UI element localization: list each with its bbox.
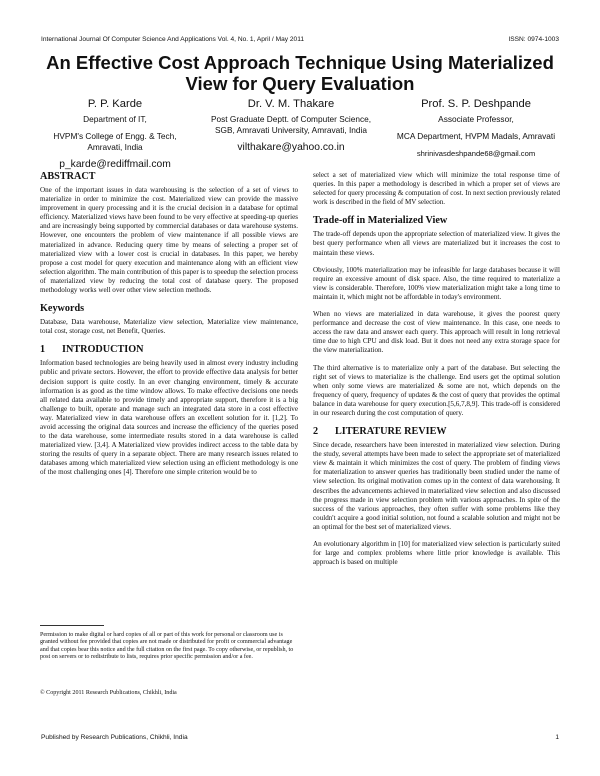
tradeoff-heading: Trade-off in Materialized View (313, 215, 448, 227)
author-affiliation: MCA Department, HVPM Madals, Amravati (396, 131, 556, 141)
author-email[interactable]: shrinivasdeshpande68@gmail.com (416, 149, 536, 158)
tradeoff-paragraph: The third alternative is to materialize only a part of the database. But selecting the right set of views to materialize is the challenge. End users get the optimal solution when only some views are materialized & some are not, which depends on the frequency of query, frequency of updates & the cost of query that provides the optimal balance in data warehouse for query execution.[5,6,7,8,9]. This trade-off is considered in our research during the cost computation of query. (313, 363, 560, 417)
author-email[interactable]: vilthakare@yahoo.co.in (237, 142, 345, 153)
literature-paragraph: An evolutionary algorithm in [10] for materialized view selection is particularly suited for large and complex problems where little prior knowledge is available. This approach is based on multiple (313, 540, 560, 567)
copyright-notice: © Copyright 2011 Research Publications, Chikhli, India (40, 690, 177, 696)
paper-title: An Effective Cost Approach Technique Using Materialized View for Query Evaluation (46, 52, 554, 94)
author-2 (209, 97, 374, 170)
literature-paragraph: Since decade, researchers have been interested in materialized view selection. During the study, several attempts have been made to select the appropriate set of materialized view & maintain it which minimizes the cost of query. The problem of finding views for materialization to answer queries has traditionally been studied under the name of view selection. Its original motivation comes up in the context of data warehousing. It describes the advancements achieved in materialized view selection and also discussed the progress made in view selection problem with various approaches. In spite of the success of the various approaches, they often suffer with some problems like they couldn't acquire a good initial solution, not found a scalable solution and might not be an optimal for the best set of materialized views. (313, 441, 560, 531)
left-column (40, 171, 298, 486)
author-3 (392, 97, 560, 170)
permission-notice: Permission to make digital or hard copies of all or part of this work for personal or classroom use is granted without fee provided that copies are not made or distributed for profit or commercial advantage and that copies bear this notice and the full citation on the first page. To copy otherwise, or republish, to post on servers or to redistribute to lists, requires prior specific permission and/or a fee. (40, 632, 294, 661)
author-affiliation: Associate Professor, (438, 114, 514, 124)
literature-heading (313, 426, 560, 438)
author-1 (40, 97, 190, 170)
page-footer (41, 734, 559, 741)
publisher-line: Published by Research Publications, Chikhli, India (41, 734, 188, 741)
intro-continuation: select a set of materialized view which will minimize the total response time of queries. In this paper a methodology is described in which a proper set of views are selected for query processing & computation of cost. In next section previously related work is described in the field of MV selection. (313, 171, 560, 207)
section-title: INTRODUCTION (62, 344, 144, 356)
author-block (40, 97, 560, 170)
abstract-heading: ABSTRACT (40, 171, 96, 182)
keywords-heading: Keywords (40, 303, 85, 315)
journal-name: International Journal Of Computer Science And Applications Vol. 4, No. 1, April / May 2011 (41, 36, 305, 43)
author-name: Prof. S. P. Deshpande (421, 98, 531, 110)
issn: ISSN: 0974-1003 (508, 36, 559, 43)
section-title: LITERATURE REVIEW (335, 426, 447, 438)
section-number: 1 (40, 344, 46, 356)
tradeoff-paragraph: When no views are materialized in data warehouse, it gives the poorest query performance and decrease the cost of view maintenance. In this case, one needs to access the raw data and answer each query. This approach will result in long retrieval time due to high CPU and disk load. But it does not need any extra storage space for the view materialization. (313, 310, 560, 355)
running-header (41, 36, 559, 43)
author-name: Dr. V. M. Thakare (247, 98, 335, 110)
author-name: P. P. Karde (87, 98, 143, 110)
author-affiliation: Post Graduate Deptt. of Computer Science, SGB, Amravati University, Amravati, India (210, 114, 372, 135)
author-affiliation: HVPM's College of Engg. & Tech, Amravati, India (53, 131, 177, 152)
keywords-text: Database, Data warehouse, Materialize view selection, Materialize view maintenance, total cost, storage cost, net Benefit, Queries. (40, 318, 298, 336)
introduction-text: Information based technologies are being heavily used in almost every industry including public and private sectors. However, the effort to provide effective data analysis for better decision support is quite costly. In an ever changing environment, timely & accurate information is as good as the time window allows. To make effective decisions one needs all related data available to provide timely and appropriate support, therefore it is a big challenge to built, operate and manage such an integrated data store in a cost effective way. Materialized view in data warehouse offers an excellent solution for it. [1,2]. To avoid accessing the original data sources and increase the efficiency of the queries posed to the data warehouse, some intermediate results stored in a data warehouse is called materialized view. [3,4]. A Materialized view provides indirect access to the table data by storing the results of query in a separate object. There are many research issues related to databases among which materialized view selection using an efficient methodology is one of the most challenging ones [4]. Therefore one simple criterion would be to (40, 359, 298, 477)
tradeoff-paragraph: Obviously, 100% materialization may be infeasible for large databases because it will require an excessive amount of disk space. Also, the time required to materialize a view is considerable. Therefore, 100% view materialization might take a long time to maintain it, which might not be affordable in today's environment. (313, 265, 560, 301)
section-number: 2 (313, 426, 319, 438)
introduction-heading (40, 344, 298, 356)
footnote-divider (40, 625, 104, 626)
abstract-text: One of the important issues in data warehousing is the selection of a set of views to materialize in order to minimize the cost. Materialized view can provide the massive improvement in query processing and it is the crucial decision in a database for optimal efficiency. Materialized views have been found to be very effective at speeding-up queries and are increasingly being supported by commercial databases or data warehouse systems. However, one encounters the problem of view maintenance if all possible views are materialized in advance. Reducing query time by means of selecting a proper set of materialized view with a lower cost is crucial in databases. In this paper, we hereby propose a cost model for query execution and maintenance along with an efficient view selection algorithm. The main contribution of this paper is to speedup the selection process of materialized view by reducing the total cost of database query. The proposed methodology works well over other view selection methods. (40, 186, 298, 295)
right-column (313, 171, 560, 575)
page-number: 1 (555, 734, 559, 741)
author-affiliation: Department of IT, (83, 114, 147, 124)
author-email[interactable]: p_karde@rediffmail.com (59, 159, 171, 170)
tradeoff-paragraph: The trade-off depends upon the appropriate selection of materialized view. It gives the best query performance when all views are materialized but it increases the cost to maintain these views. (313, 230, 560, 257)
